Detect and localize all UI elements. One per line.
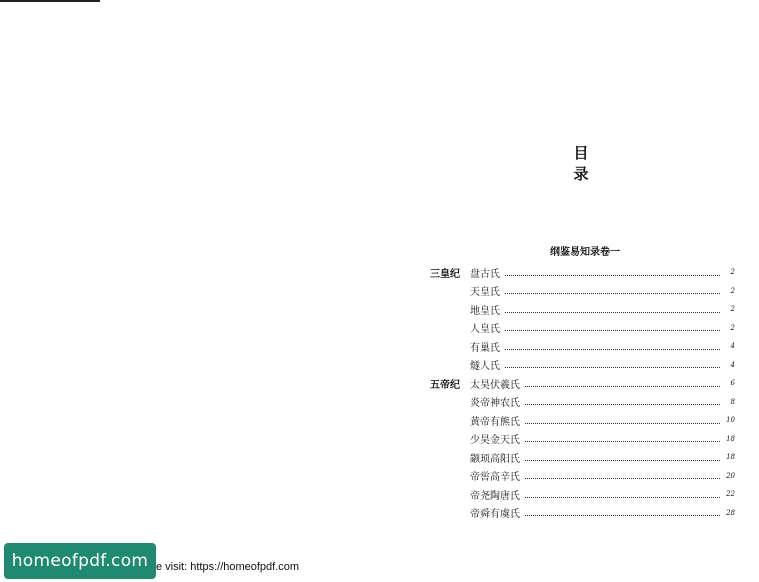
leader-dots [505,274,720,276]
toc-entry-title: 少昊金天氏 [470,435,520,447]
leader-dots [525,385,720,387]
toc-entry-title: 地皇氏 [470,305,500,317]
leader-dots [525,403,720,405]
toc-entry-title: 颛顼高阳氏 [470,453,520,465]
toc-group-label: 三皇纪 [430,268,460,280]
toc-entry-title: 燧人氏 [470,361,500,373]
toc-page-number: 2 [730,323,735,332]
table-of-contents [430,263,735,522]
toc-entry[interactable] [430,337,735,356]
toc-entry[interactable] [430,467,735,486]
toc-entry[interactable] [430,411,735,430]
toc-page-number: 2 [730,305,735,314]
toc-entry[interactable] [430,319,735,338]
toc-entry[interactable] [430,374,735,393]
toc-page-number: 28 [726,508,735,517]
leader-dots [525,422,720,424]
toc-page-number: 18 [726,434,735,443]
leader-dots [525,440,720,442]
toc-page-number: 10 [726,416,735,425]
toc-page-number: 4 [730,342,735,351]
leader-dots [505,366,720,368]
toc-entry-title: 天皇氏 [470,287,500,299]
logo-text: homeofpdf.com [11,551,149,571]
toc-entry-title: 盘古氏 [470,268,500,280]
toc-page-number: 8 [730,397,735,406]
toc-entry[interactable] [430,356,735,375]
toc-entry-title: 太昊伏羲氏 [470,379,520,391]
visit-link-text[interactable]: e visit: https://homeofpdf.com [156,561,300,573]
homeofpdf-logo-badge[interactable] [4,543,156,579]
toc-entry-title: 帝尧陶唐氏 [470,490,520,502]
toc-entry-title: 帝喾高辛氏 [470,472,520,484]
toc-entry[interactable] [430,485,735,504]
toc-page-number: 4 [730,360,735,369]
toc-entry-title: 有巢氏 [470,342,500,354]
volume-title: 纲鉴易知录卷一 [550,247,620,258]
toc-page-number: 18 [726,453,735,462]
leader-dots [505,311,720,313]
toc-entry[interactable] [430,448,735,467]
toc-entry[interactable] [430,393,735,412]
leader-dots [525,514,720,516]
toc-page-number: 22 [726,490,735,499]
leader-dots [505,292,720,294]
leader-dots [525,477,720,479]
leader-dots [525,459,720,461]
toc-group-label: 五帝纪 [430,379,460,391]
toc-page-number: 2 [730,286,735,295]
toc-entry-title: 炎帝神农氏 [470,398,520,410]
toc-entry[interactable] [430,430,735,449]
toc-entry[interactable] [430,300,735,319]
toc-entry-title: 人皇氏 [470,324,500,336]
toc-entry[interactable] [430,282,735,301]
toc-entry-title: 帝舜有虞氏 [470,509,520,521]
toc-page-number: 20 [726,471,735,480]
contents-heading: 目 录 [573,144,601,183]
leader-dots [505,329,720,331]
toc-page-number: 6 [730,379,735,388]
toc-entry[interactable] [430,504,735,523]
toc-entry-title: 黄帝有熊氏 [470,416,520,428]
toc-entry[interactable] [430,263,735,282]
toc-page-number: 2 [730,268,735,277]
top-rule [0,0,100,2]
leader-dots [505,348,720,350]
leader-dots [525,496,720,498]
